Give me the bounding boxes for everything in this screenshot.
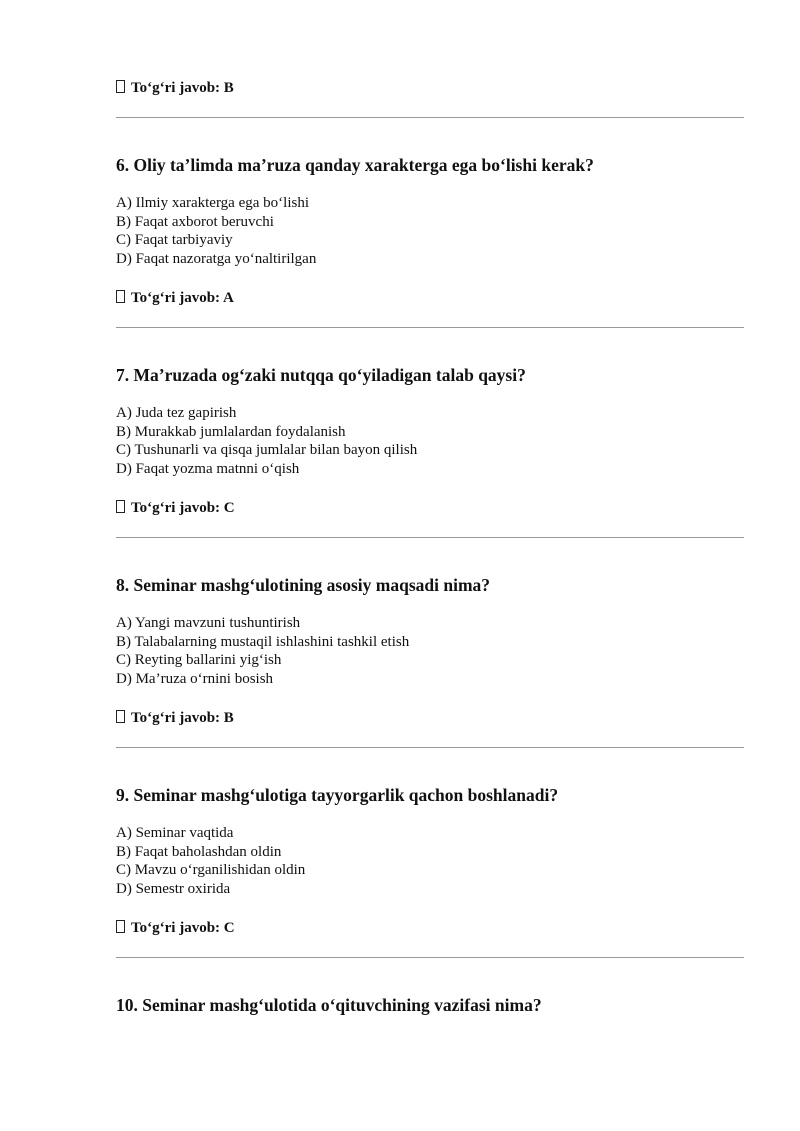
option-a: A) Ilmiy xarakterga ega bo‘lishi <box>116 195 309 211</box>
option-a: A) Juda tez gapirish <box>116 405 237 421</box>
answer-letter: C <box>223 500 235 516</box>
answer-prefix: To‘g‘ri javob: <box>131 80 221 96</box>
question-title: 8. Seminar mashg‘ulotining asosiy maqsadi nima? <box>116 575 491 595</box>
answer-line-6 <box>116 289 234 307</box>
checkbox-glyph-icon <box>116 290 125 303</box>
option-c: C) Mavzu o‘rganilishidan oldin <box>116 862 306 879</box>
answer-letter: A <box>222 290 234 306</box>
separator-line <box>116 117 744 118</box>
option-c: C) Reyting ballarini yig‘ish <box>116 652 282 669</box>
answer-letter: B <box>223 710 234 726</box>
checkbox-glyph-icon <box>116 710 125 723</box>
option-b: B) Talabalarning mustaqil ishlashini tashkil etish <box>116 633 410 650</box>
option-d: D) Ma’ruza o‘rnini bosish <box>116 671 274 688</box>
option-a: A) Yangi mavzuni tushuntirish <box>116 615 301 631</box>
separator-line <box>116 957 744 958</box>
question-title: 7. Ma’ruzada og‘zaki nutqqa qo‘yiladigan talab qaysi? <box>116 365 526 385</box>
answer-line-8 <box>116 709 234 727</box>
question-title: 10. Seminar mashg‘ulotida o‘qituvchining vazifasi nima? <box>116 995 542 1015</box>
answer-line-5 <box>116 79 234 97</box>
question-title: 6. Oliy ta’limda ma’ruza qanday xarakterga ega bo‘lishi kerak? <box>116 155 594 175</box>
option-a: A) Seminar vaqtida <box>116 825 234 841</box>
checkbox-glyph-icon <box>116 500 125 513</box>
option-c: C) Faqat tarbiyaviy <box>116 232 233 249</box>
option-b: B) Faqat axborot beruvchi <box>116 213 274 230</box>
answer-line-7 <box>116 499 235 517</box>
answer-letter: C <box>223 920 235 936</box>
question-title: 9. Seminar mashg‘ulotiga tayyorgarlik qachon boshlanadi? <box>116 785 559 805</box>
option-b: B) Faqat baholashdan oldin <box>116 843 282 860</box>
answer-line-9 <box>116 919 235 937</box>
option-d: D) Semestr oxirida <box>116 881 231 898</box>
option-c: C) Tushunarli va qisqa jumlalar bilan bayon qilish <box>116 442 418 459</box>
separator-line <box>116 327 744 328</box>
options-list <box>116 194 316 269</box>
separator-line <box>116 537 744 538</box>
options-list <box>116 824 305 899</box>
answer-prefix: To‘g‘ri javob: <box>131 500 221 516</box>
answer-prefix: To‘g‘ri javob: <box>131 920 221 936</box>
checkbox-glyph-icon <box>116 920 125 933</box>
checkbox-glyph-icon <box>116 80 125 93</box>
option-b: B) Murakkab jumlalardan foydalanish <box>116 423 346 440</box>
option-d: D) Faqat nazoratga yo‘naltirilgan <box>116 251 317 268</box>
separator-line <box>116 747 744 748</box>
answer-prefix: To‘g‘ri javob: <box>131 290 221 306</box>
option-d: D) Faqat yozma matnni o‘qish <box>116 461 300 478</box>
options-list <box>116 614 409 689</box>
options-list <box>116 404 417 479</box>
answer-letter: B <box>223 80 234 96</box>
answer-prefix: To‘g‘ri javob: <box>131 710 221 726</box>
